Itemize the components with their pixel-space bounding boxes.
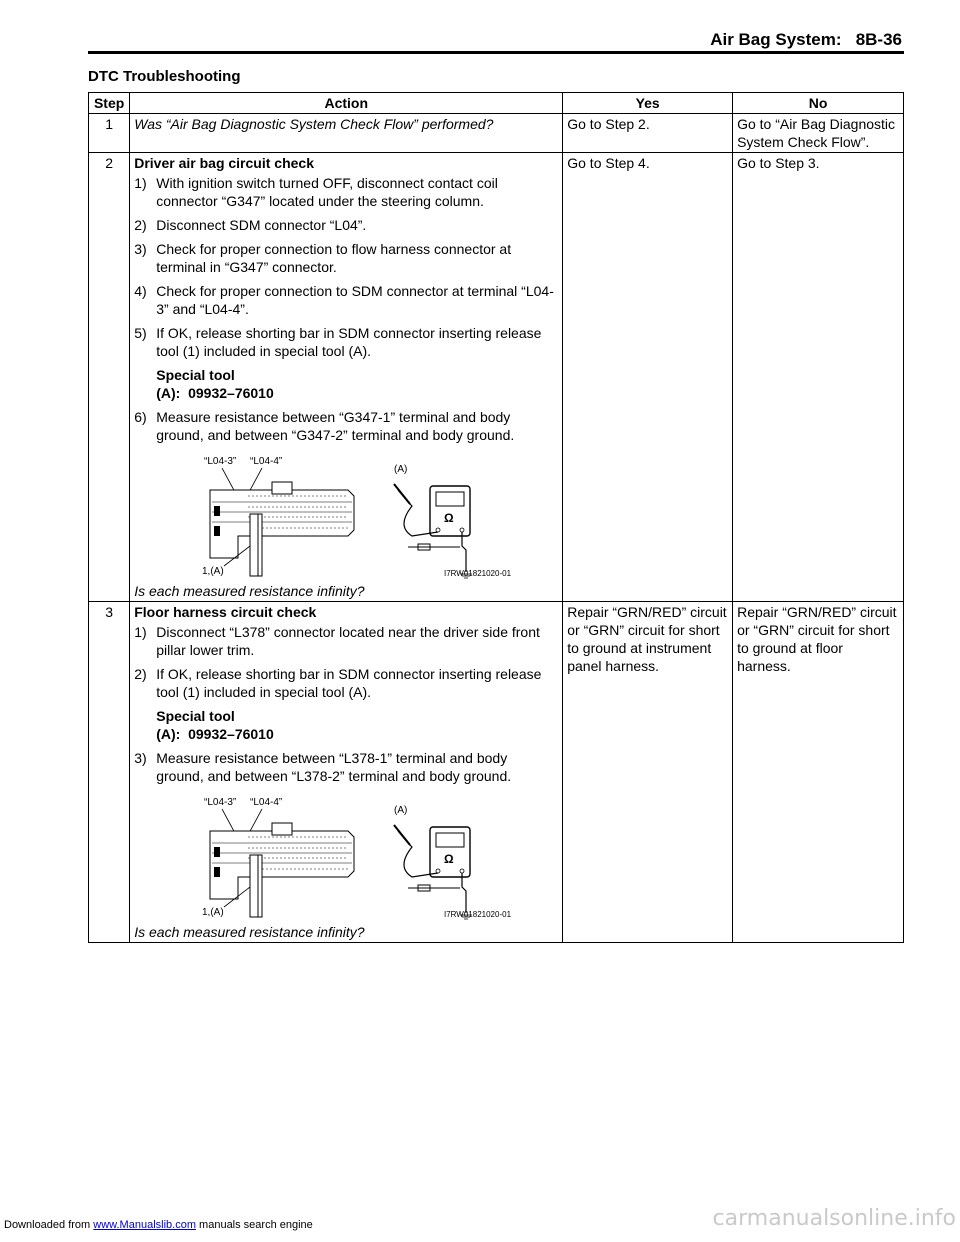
sdm-connector-drawing [210, 823, 354, 917]
special-tool-label: Special tool [156, 367, 235, 383]
substep-number: 3) [134, 750, 147, 766]
special-tool [134, 366, 558, 402]
table-header-row [89, 93, 904, 114]
substep-number: 2) [134, 666, 147, 682]
substep [134, 240, 558, 276]
substep [134, 216, 558, 234]
substep [134, 174, 558, 210]
substep [134, 324, 558, 360]
action-cell [130, 153, 563, 602]
special-tool [134, 707, 558, 743]
yes-cell: Repair “GRN/RED” circuit or “GRN” circuit for short to ground at instrument panel harness. [563, 602, 733, 943]
substep [134, 623, 558, 659]
header-yes: Yes [563, 93, 733, 114]
special-tool-value: (A): 09932–76010 [156, 385, 274, 401]
substep-text: Measure resistance between “L378-1” terminal and body ground, and between “L378-2” terminal and body ground. [156, 750, 512, 784]
substep-text: If OK, release shorting bar in SDM connector inserting release tool (1) included in special tool (A). [156, 325, 542, 359]
step-number: 1 [89, 114, 130, 153]
header-no: No [733, 93, 904, 114]
page-number: 8B-36 [855, 30, 902, 49]
substep [134, 408, 558, 444]
figure-label-release-tool: 1,(A) [202, 566, 224, 577]
watermark: carmanualsonline.info [712, 1206, 956, 1231]
step-title: Floor harness circuit check [134, 604, 317, 620]
special-tool-value: (A): 09932–76010 [156, 726, 274, 742]
dtc-table [88, 92, 904, 943]
svg-text:Ω: Ω [444, 852, 454, 866]
figure-code: I7RW01821020-01 [444, 910, 512, 919]
header-action: Action [130, 93, 563, 114]
substep-number: 4) [134, 283, 147, 299]
svg-text:Ω: Ω [444, 511, 454, 525]
substep-number: 3) [134, 241, 147, 257]
figure-label-l04-3: “L04-3” [204, 797, 237, 808]
no-cell: Repair “GRN/RED” circuit or “GRN” circuit for short to ground at floor harness. [733, 602, 904, 943]
download-footer [4, 1219, 313, 1231]
table-row [89, 602, 904, 943]
figure-label-l04-4: “L04-4” [250, 456, 283, 467]
figure-label-l04-3: “L04-3” [204, 456, 237, 467]
figure-label-tool: (A) [394, 464, 408, 475]
manualslib-link[interactable]: www.Manualslib.com [93, 1219, 196, 1231]
ohmmeter-drawing [394, 484, 472, 578]
substep-text: With ignition switch turned OFF, disconnect contact coil connector “G347” located under the steering column. [156, 175, 498, 209]
figure-label-release-tool: 1,(A) [202, 907, 224, 918]
step-question: Was “Air Bag Diagnostic System Check Flow” performed? [134, 116, 494, 132]
section-title: DTC Troubleshooting [88, 68, 241, 85]
footer-suffix: manuals search engine [199, 1219, 313, 1231]
substep-text: Measure resistance between “G347-1” terminal and body ground, and between “G347-2” terminal and body ground. [156, 409, 515, 443]
figure-label-tool: (A) [394, 805, 408, 816]
figure-code: I7RW01821020-01 [444, 569, 512, 578]
substep-text: If OK, release shorting bar in SDM connector inserting release tool (1) included in special tool (A). [156, 666, 542, 700]
substep [134, 749, 558, 785]
substep-text: Disconnect SDM connector “L04”. [156, 217, 367, 233]
step-number: 3 [89, 602, 130, 943]
page-header [710, 30, 902, 50]
header-title: Air Bag System: [710, 30, 842, 49]
connector-measurement-figure [198, 791, 538, 921]
substep-text: Disconnect “L378” connector located near the driver side front pillar lower trim. [156, 624, 540, 658]
ohmmeter-drawing [394, 825, 472, 919]
special-tool-label: Special tool [156, 708, 235, 724]
substep-number: 6) [134, 409, 147, 425]
footer-prefix: Downloaded from [4, 1219, 91, 1231]
figure-label-l04-4: “L04-4” [250, 797, 283, 808]
no-cell: Go to “Air Bag Diagnostic System Check Flow”. [733, 114, 904, 153]
header-rule [88, 51, 904, 54]
sdm-connector-drawing [210, 482, 354, 576]
no-cell: Go to Step 3. [733, 153, 904, 602]
yes-cell: Go to Step 2. [563, 114, 733, 153]
action-cell [130, 114, 563, 153]
step-number: 2 [89, 153, 130, 602]
substep-number: 1) [134, 624, 147, 640]
connector-measurement-figure [198, 450, 538, 580]
step-question: Is each measured resistance infinity? [134, 583, 365, 599]
step-title: Driver air bag circuit check [134, 155, 314, 171]
substep-number: 2) [134, 217, 147, 233]
table-row [89, 153, 904, 602]
yes-cell: Go to Step 4. [563, 153, 733, 602]
step-question: Is each measured resistance infinity? [134, 924, 365, 940]
substep [134, 665, 558, 701]
header-step: Step [89, 93, 130, 114]
substep-text: Check for proper connection to flow harness connector at terminal in “G347” connector. [156, 241, 512, 275]
substep-number: 5) [134, 325, 147, 341]
table-row [89, 114, 904, 153]
substep-number: 1) [134, 175, 147, 191]
action-cell [130, 602, 563, 943]
substep-text: Check for proper connection to SDM connector at terminal “L04-3” and “L04-4”. [156, 283, 554, 317]
substep [134, 282, 558, 318]
